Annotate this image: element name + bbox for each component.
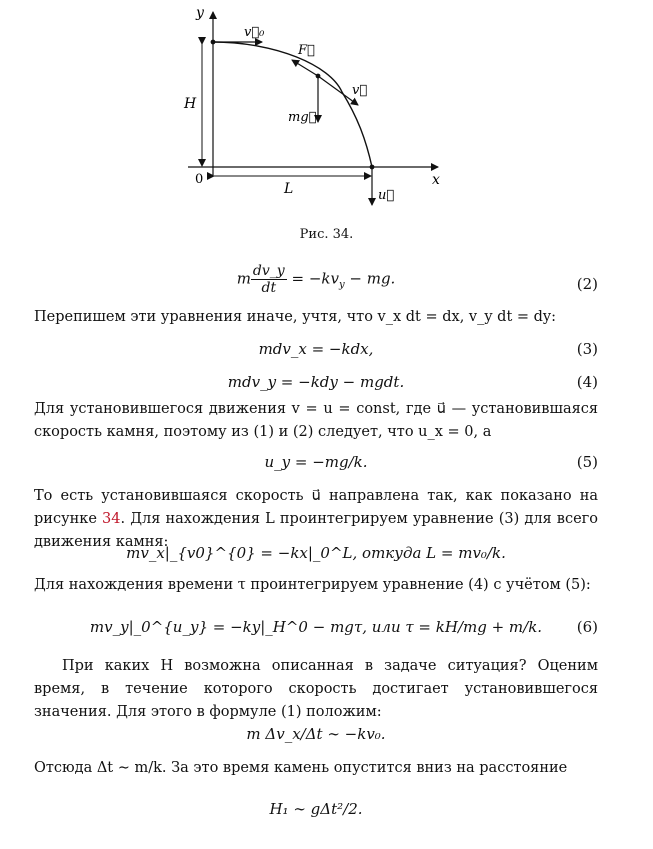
equation-integral-l: mv_x|_{v0}^{0} = −kx|_0^L, откуда L = mv₀/k. <box>126 544 506 562</box>
label-v0: v⃗₀ <box>244 25 265 40</box>
label-u: u⃗ <box>378 188 395 203</box>
paragraph-1: Перепишем эти уравнения иначе, учтя, что v_x dt = dx, v_y dt = dy: <box>34 309 557 325</box>
equation-4-number: (4) <box>576 373 598 391</box>
force-vector <box>292 60 318 76</box>
equation-4: mdv_y = −kdy − mgdt. (4) <box>227 373 598 391</box>
paragraph-3: То есть установившаяся скорость u⃗ направлена так, как показано на рисунке 34. Для нахождения L проинтегрируем уравнение (3) для всего движения камня: <box>34 488 598 550</box>
equation-3-number: (3) <box>576 340 598 358</box>
equation-6-number: (6) <box>576 618 598 636</box>
paragraph-6: Отсюда Δt ∼ m/k. За это время камень опустится вниз на расстояние <box>34 760 568 776</box>
figure-link[interactable]: 34 <box>102 511 121 527</box>
label-y: y <box>196 5 204 21</box>
paragraph-2: Для установившегося движения v = u = const, где u⃗ — установившаяся скорость камня, поэтому из (1) и (2) следует, что u_x = 0, а <box>34 401 598 440</box>
equation-2-number: (2) <box>576 275 598 293</box>
label-h: H <box>184 96 197 112</box>
equation-6: mv_y|_0^{u_y} = −ky|_H^0 − mgτ, или τ = kH/mg + m/k. (6) <box>89 618 598 636</box>
label-l: L <box>284 181 294 197</box>
paragraph-4: Для нахождения времени τ проинтегрируем уравнение (4) с учётом (5): <box>34 577 591 593</box>
equation-8: H₁ ∼ gΔt²/2. <box>269 800 363 818</box>
paragraph-5: При каких H возможна описанная в задаче ситуация? Оценим время, в течение которого скорость достигает установившегося значения. Для этого в формуле (1) положим: <box>34 658 598 720</box>
label-mg: mg⃗ <box>288 110 317 125</box>
label-origin: 0 <box>195 172 204 187</box>
equation-2: m $\frac{dv\_y}{dt}$ = $-kv_y$ − mg. (2) <box>236 263 598 296</box>
equation-3: mdv_x = −kdx, (3) <box>258 340 598 358</box>
equation-5: u_y = −mg/k. (5) <box>264 453 598 471</box>
label-v: v⃗ <box>352 83 368 98</box>
label-x: x <box>432 172 440 188</box>
label-f: F⃗ <box>298 43 315 58</box>
figure-caption: Рис. 34. <box>299 227 354 242</box>
equation-7: m Δv_x/Δt ∼ −kv₀. <box>246 725 386 743</box>
equation-5-number: (5) <box>576 453 598 471</box>
figure-34 <box>180 0 460 215</box>
